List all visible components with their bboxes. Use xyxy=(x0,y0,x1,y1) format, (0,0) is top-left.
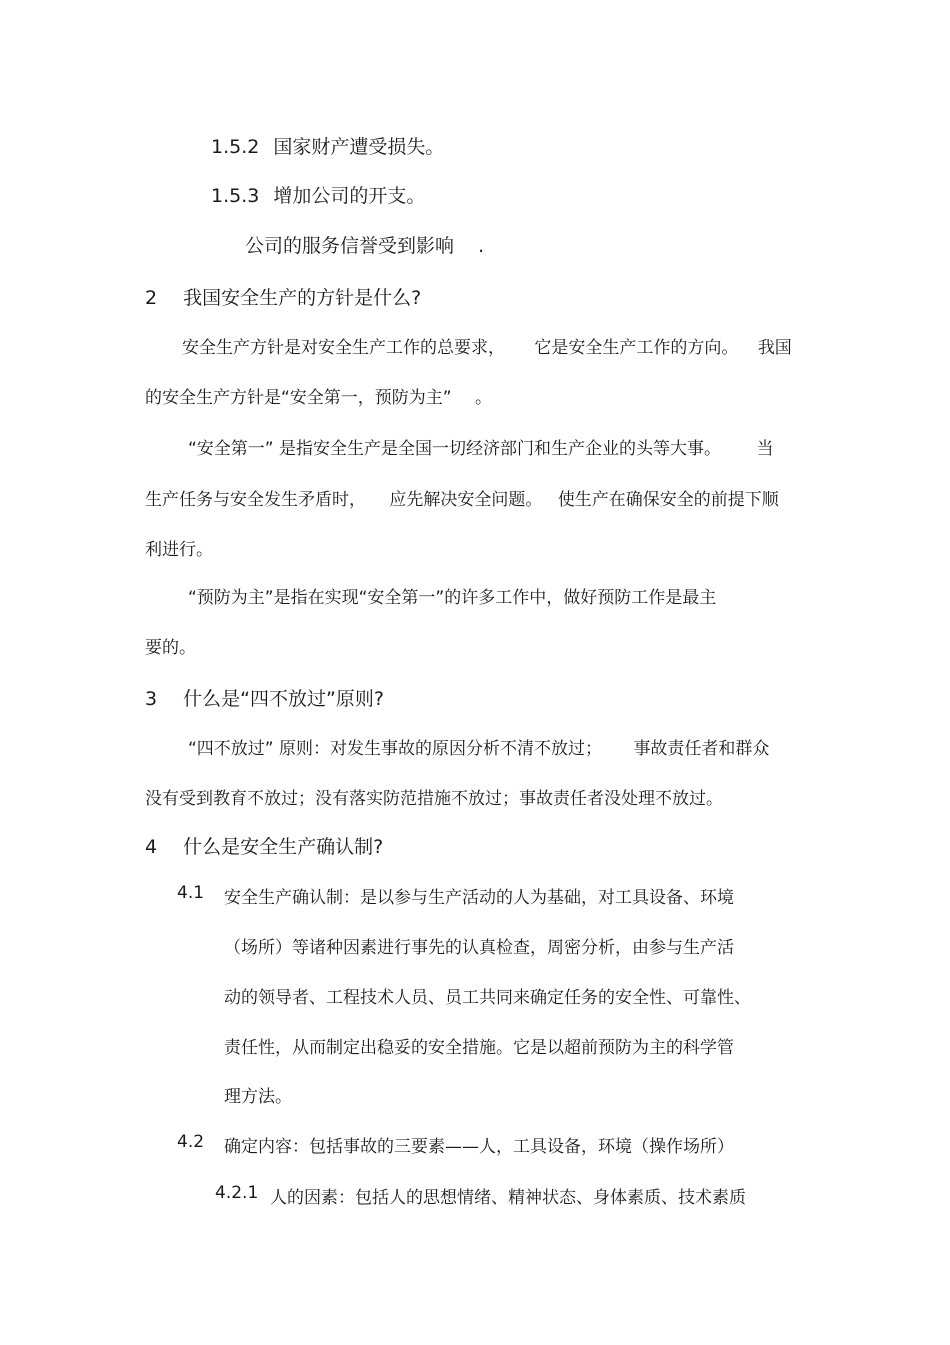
item-text: 增加公司的开支。 xyxy=(273,185,426,207)
item-4-1-line: （场所）等诸种因素进行事先的认真检查，周密分析，由参与生产活 xyxy=(224,938,734,958)
text-span: 它是安全生产工作的方向。 xyxy=(534,338,739,358)
paragraph-line xyxy=(188,434,773,459)
item-4-1-number: 4.1 xyxy=(177,883,205,903)
item-reputation xyxy=(245,231,484,258)
item-4-1-line: 责任性，从而制定出稳妥的安全措施。它是以超前预防为主的科学管 xyxy=(224,1038,734,1058)
text-span: “四不放过” 原则：对发生事故的原因分析不清不放过； xyxy=(188,739,603,759)
item-4-2-text: 确定内容：包括事故的三要素——人，工具设备，环境（操作场所） xyxy=(224,1137,734,1157)
paragraph-line xyxy=(182,333,792,358)
text-span: 使生产在确保安全的前提下顺 xyxy=(557,490,779,510)
item-1-5-2 xyxy=(211,132,444,159)
text-span: 应先解决安全问题。 xyxy=(389,490,543,510)
text-span: “安全第一” 是指安全生产是全国一切经济部门和生产企业的头等大事。 xyxy=(188,439,722,459)
item-4-2-1-number: 4.2.1 xyxy=(215,1183,259,1203)
item-4-1-line: 动的领导者、工程技术人员、员工共同来确定任务的安全性、可靠性、 xyxy=(224,988,751,1008)
item-1-5-3 xyxy=(211,181,425,208)
paragraph-line xyxy=(188,734,769,759)
section-2-heading xyxy=(145,283,421,310)
item-text: 公司的服务信誉受到影响 xyxy=(245,235,455,257)
paragraph-line: “预防为主”是指在实现“安全第一”的许多工作中，做好预防工作是最主 xyxy=(188,588,717,608)
section-title: 我国安全生产的方针是什么? xyxy=(183,287,422,309)
section-number: 2 xyxy=(145,287,158,309)
text-span: 我国 xyxy=(757,338,792,358)
paragraph-line xyxy=(145,485,779,510)
section-number: 3 xyxy=(145,688,158,710)
section-4-heading xyxy=(145,832,383,859)
text-span: 安全生产方针是对安全生产工作的总要求， xyxy=(182,338,505,358)
paragraph-line: 利进行。 xyxy=(145,540,213,560)
paragraph-line: 没有受到教育不放过；没有落实防范措施不放过；事故责任者没处理不放过。 xyxy=(145,789,723,809)
section-title: 什么是“四不放过”原则? xyxy=(183,688,384,710)
item-number: 1.5.2 xyxy=(211,136,260,158)
item-4-2-number: 4.2 xyxy=(177,1132,205,1152)
item-tail: . xyxy=(478,235,485,257)
text-span: 的安全生产方针是“安全第一，预防为主” xyxy=(145,388,452,408)
section-title: 什么是安全生产确认制? xyxy=(183,836,384,858)
item-text: 国家财产遭受损失。 xyxy=(273,136,445,158)
text-span: 。 xyxy=(475,388,493,408)
paragraph-line: 要的。 xyxy=(145,638,196,658)
item-4-1-line: 理方法。 xyxy=(224,1087,292,1107)
text-span: 事故责任者和群众 xyxy=(633,739,770,759)
item-4-1-line: 安全生产确认制：是以参与生产活动的人为基础，对工具设备、环境 xyxy=(224,888,734,908)
text-span: 生产任务与安全发生矛盾时， xyxy=(145,490,366,510)
item-4-2-1-text: 人的因素：包括人的思想情绪、精神状态、身体素质、技术素质 xyxy=(270,1188,746,1208)
section-number: 4 xyxy=(145,836,158,858)
section-3-heading xyxy=(145,684,384,711)
item-number: 1.5.3 xyxy=(211,185,260,207)
text-span: 当 xyxy=(756,439,774,459)
paragraph-line xyxy=(145,383,492,408)
